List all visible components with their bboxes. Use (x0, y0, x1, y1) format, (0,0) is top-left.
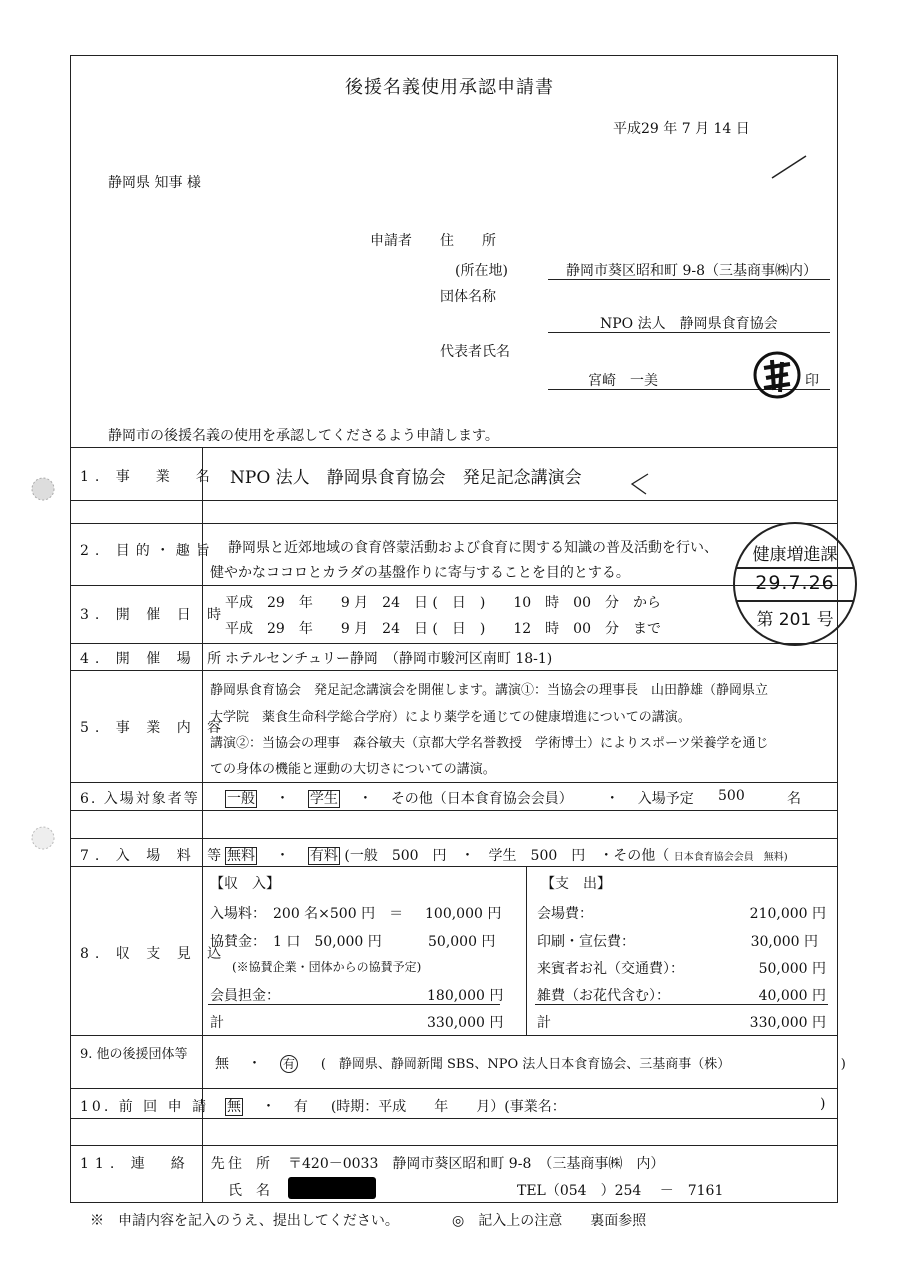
venue: ホテルセンチュリー静岡 （静岡市駿河区南町 18-1) (225, 651, 553, 667)
content-line4: ての身体の機能と運動の大切さについての講演。 (210, 762, 496, 777)
address-value: 静岡市葵区昭和町 9-8（三基商事㈱内） (566, 263, 817, 279)
option-student: 学生 (309, 791, 338, 807)
income-header: 【収 入】 (210, 876, 280, 892)
fee-detail-small: 日本食育協会会員 無料) (673, 852, 788, 863)
request-statement: 静岡市の後援名義の使用を承認してくださるよう申請します。 (108, 428, 499, 444)
redacted-name (288, 1177, 376, 1199)
contact-tel: TEL（054 ）254 － 7161 (517, 1183, 724, 1199)
punch-hole-icon (30, 825, 56, 851)
expense-total-label: 計 (537, 1015, 551, 1031)
datetime-start: 平成 29 年 9 月 24 日 ( 日 ) 10 時 00 分 から (225, 595, 661, 611)
income-total-value: 330,000 円 (427, 1015, 504, 1031)
row5-label: 5. 事 業 内 容 (80, 720, 228, 736)
receipt-stamp (733, 522, 857, 646)
check-mark-icon (770, 152, 810, 182)
row6-label: 6. 入場対象者等 (80, 791, 200, 807)
option-other: その他（日本食育協会会員） (390, 791, 573, 807)
fee-options: 無料 ・ 有料 (一般 500 円 ・ 学生 500 円 ・その他（ 日本食育協会会員 無料) (227, 848, 788, 864)
supporters: 無 ・ 有 ( 静岡県、静岡新聞 SBS、NPO 法人日本食育協会、三基商事（株） ) (215, 1056, 846, 1072)
contact-address-value: 〒420－0033 静岡市葵区昭和町 9-8 （三基商事㈱ 内） (288, 1156, 665, 1172)
seal-mark: 印 (805, 373, 819, 389)
row3-label: 3. 開 催 日 時 (80, 607, 228, 623)
stamp-date: 29.7.26 (755, 572, 835, 594)
form-title: 後援名義使用承認申請書 (345, 77, 554, 98)
row11-label: 11. 連 絡 先 (80, 1156, 231, 1172)
expense-4-value: 40,000 円 (758, 988, 826, 1004)
supporters-value: ( 静岡県、静岡新聞 SBS、NPO 法人日本食育協会、三基商事（株） ) (320, 1057, 846, 1072)
row4-label: 4. 開 催 場 所 (80, 651, 228, 667)
option-free: 無料 (227, 848, 255, 864)
footer-note1: ※ 申請内容を記入のうえ、提出してください。 (90, 1213, 399, 1229)
expense-2-label: 印刷・宣伝費： (537, 934, 635, 950)
option-yes-prev: 有 (293, 1099, 308, 1115)
previous-detail: (時期：平成 年 月）(事業名： (330, 1099, 566, 1115)
expected-value: 500 (718, 788, 745, 804)
contact-name-label: 氏 名 (228, 1183, 270, 1199)
income-3-value: 180,000 円 (427, 988, 504, 1004)
expense-1-label: 会場費： (537, 906, 593, 922)
application-date: 平成29 年 7 月 14 日 (613, 121, 750, 137)
addressee: 静岡県 知事 様 (108, 175, 201, 191)
income-note: (※協賛企業・団体からの協賛予定) (232, 960, 422, 974)
expense-2-value: 30,000 円 (750, 934, 818, 950)
check-mark-icon (628, 472, 652, 496)
row2-label: 2. 目的・趣旨 (80, 543, 216, 559)
expense-3-value: 50,000 円 (758, 961, 826, 977)
contact-address-label: 住 所 (228, 1156, 270, 1172)
income-1-value: 100,000 円 (425, 906, 502, 922)
content-line1: 静岡県食育協会 発足記念講演会を開催します。講演①：当協会の理事長 山田静雄（静岡県立 (210, 683, 768, 698)
income-2-value: 50,000 円 (428, 934, 496, 950)
org-label: 団体名称 (440, 289, 496, 305)
event-name: NPO 法人 静岡県食育協会 発足記念講演会 (230, 468, 582, 488)
fee-detail: (一般 500 円 ・ 学生 500 円 ・その他（ (344, 848, 670, 864)
previous-application: 無 ・ 有 (時期：平成 年 月）(事業名： (227, 1099, 566, 1115)
purpose-line1: 静岡県と近郊地域の食育啓蒙活動および食育に関する知識の普及活動を行い、 (228, 540, 718, 556)
rep-label: 代表者氏名 (440, 344, 510, 360)
row10-label: 10. 前 回 申 請 (80, 1099, 210, 1115)
previous-close: ) (820, 1096, 826, 1112)
income-3-label: 会員担金： (210, 988, 280, 1004)
income-2-label: 協賛金： 1 口 50,000 円 (210, 934, 382, 950)
income-1-label: 入場料： 200 名×500 円 ＝ (210, 906, 404, 922)
punch-hole-icon (30, 476, 56, 502)
address-label: 住 所 (440, 233, 496, 249)
expense-4-label: 雑費（お花代含む）： (537, 988, 670, 1004)
option-paid: 有料 (309, 848, 338, 864)
applicant-label: 申請者 (370, 233, 412, 249)
expected-unit: 名 (787, 791, 801, 807)
personal-seal-icon (752, 350, 802, 400)
option-none: 無 (215, 1056, 229, 1072)
stamp-dept: 健康増進課 (752, 545, 838, 565)
option-yes-circled: 有 (280, 1055, 298, 1073)
expense-3-label: 来賓者お礼（交通費）： (537, 961, 684, 977)
expense-1-value: 210,000 円 (749, 906, 826, 922)
audience-options: 一般 ・ 学生 ・ その他（日本食育協会会員） ・ 入場予定 (227, 791, 694, 807)
datetime-end: 平成 29 年 9 月 24 日 ( 日 ) 12 時 00 分 まで (225, 621, 661, 637)
row9-label: 9. 他の後援団体等 (80, 1047, 188, 1062)
footer-note2: ◎ 記入上の注意 裏面参照 (452, 1213, 647, 1229)
expense-header: 【支 出】 (541, 876, 611, 892)
expense-total-value: 330,000 円 (749, 1015, 826, 1031)
row1-label: 1. 事 業 名 (80, 469, 216, 485)
option-general: 一般 (227, 791, 255, 807)
option-none-prev: 無 (227, 1099, 241, 1115)
income-total-label: 計 (210, 1015, 224, 1031)
stamp-number: 第 201 号 (756, 610, 834, 630)
content-line2: 大学院 薬食生命科学総合学府）により薬学を通じての健康増進についての講演。 (210, 710, 691, 725)
expected-label: 入場予定 (637, 791, 694, 807)
row8-label: 8. 収 支 見 込 (80, 946, 228, 962)
rep-value: 宮崎 一美 (588, 373, 658, 389)
org-value: NPO 法人 静岡県食育協会 (600, 316, 778, 332)
address-sub-label: (所在地) (455, 263, 508, 279)
row7-label: 7. 入 場 料 等 (80, 848, 228, 864)
purpose-line2: 健やかなココロとカラダの基盤作りに寄与することを目的とする。 (210, 565, 630, 581)
content-line3: 講演②：当協会の理事 森谷敏夫（京都大学名誉教授 学術博士）によりスポーツ栄養学を通じ (210, 736, 769, 751)
